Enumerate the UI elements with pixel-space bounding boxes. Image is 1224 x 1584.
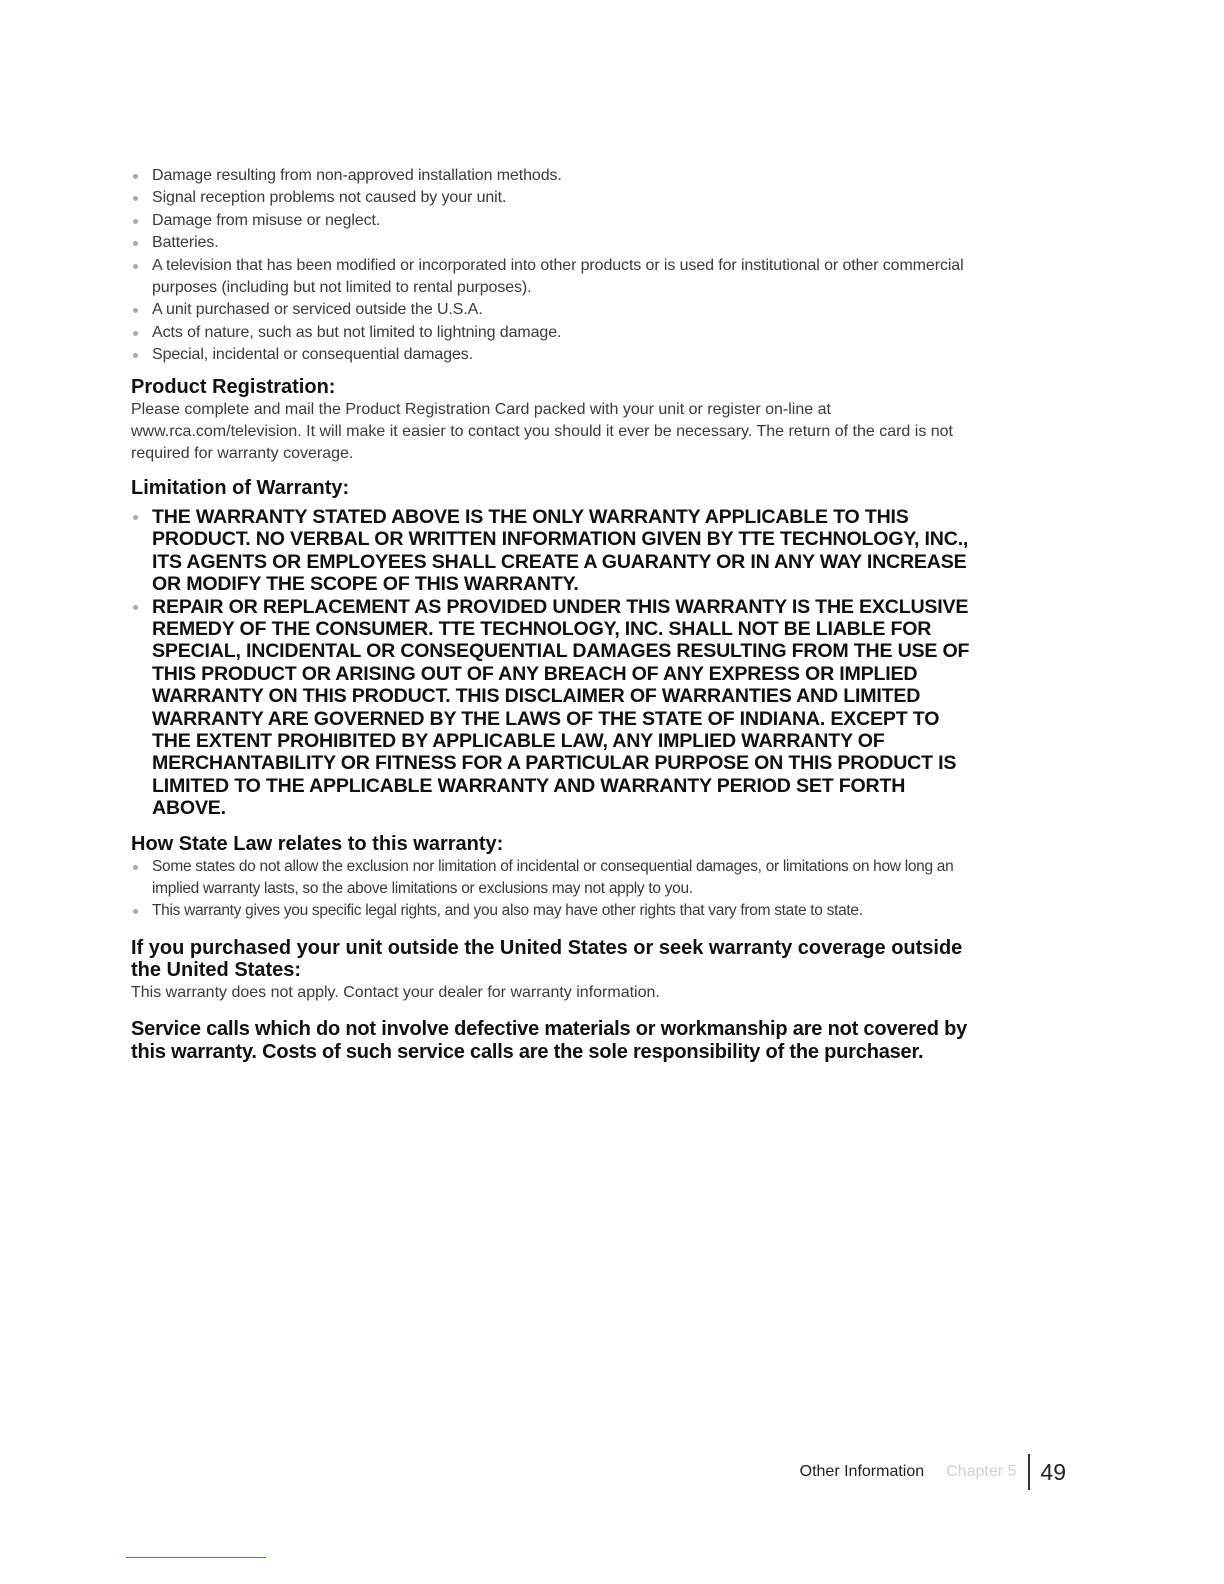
list-item: Special, incidental or consequential damages. [131,344,976,366]
list-item: Batteries. [131,232,976,254]
list-item: THE WARRANTY STATED ABOVE IS THE ONLY WARRANTY APPLICABLE TO THIS PRODUCT. NO VERBAL OR WRITTEN INFORMATION GIVEN BY TTE TECHNOLOGY, INC., ITS AGENTS OR EMPLOYEES SHALL CREATE A GUARANTY OR IN ANY WAY INCREASE OR MODIFY THE SCOPE OF THIS WARRANTY. [131,506,976,596]
list-item: Signal reception problems not caused by your unit. [131,187,976,209]
list-item: A television that has been modified or incorporated into other products or is used for institutional or other commercial purposes (including but not limited to rental purposes). [131,255,976,300]
page-number: 49 [1040,1458,1066,1485]
state-law-heading: How State Law relates to this warranty: [131,832,504,855]
limitation-list [131,506,976,820]
list-item: Acts of nature, such as but not limited to lightning damage. [131,322,976,344]
state-law-list [131,856,976,923]
footer-section-title: Other Information [799,1463,925,1480]
page-footer [800,1452,1066,1492]
footer-chapter-label: Chapter 5 [946,1463,1017,1480]
list-item: Damage from misuse or neglect. [131,210,976,232]
product-registration-heading: Product Registration: [131,375,336,398]
list-item: A unit purchased or serviced outside the U.S.A. [131,299,976,321]
list-item: Some states do not allow the exclusion nor limitation of incidental or consequential damages, or limitations on how long an implied warranty lasts, so the above limitations or exclusions may not apply to you. [131,856,976,901]
list-item: Damage resulting from non-approved installation methods. [131,165,976,187]
outside-us-text: This warranty does not apply. Contact your dealer for warranty information. [131,983,660,1001]
limitation-heading: Limitation of Warranty: [131,476,350,499]
outside-us-heading: If you purchased your unit outside the United States or seek warranty coverage outside the United States: [131,936,963,982]
footer-divider [1028,1454,1030,1490]
list-item: This warranty gives you specific legal rights, and you also may have other rights that vary from state to state. [131,900,976,922]
bottom-rule [126,1557,266,1558]
page-content [131,165,976,1063]
service-calls-notice: Service calls which do not involve defective materials or workmanship are not covered by this warranty. Costs of such service calls are the sole responsibility of the purchaser. [131,1018,968,1063]
list-item: REPAIR OR REPLACEMENT AS PROVIDED UNDER THIS WARRANTY IS THE EXCLUSIVE REMEDY OF THE CONSUMER. TTE TECHNOLOGY, INC. SHALL NOT BE LIABLE FOR SPECIAL, INCIDENTAL OR CONSEQUENTIAL DAMAGES RESULTING FROM THE USE OF THIS PRODUCT OR ARISING OUT OF ANY BREACH OF ANY EXPRESS OR IMPLIED WARRANTY ON THIS PRODUCT. THIS DISCLAIMER OF WARRANTIES AND LIMITED WARRANTY ARE GOVERNED BY THE LAWS OF THE STATE OF INDIANA. EXCEPT TO THE EXTENT PROHIBITED BY APPLICABLE LAW, ANY IMPLIED WARRANTY OF MERCHANTABILITY OR FITNESS FOR A PARTICULAR PURPOSE ON THIS PRODUCT IS LIMITED TO THE APPLICABLE WARRANTY AND WARRANTY PERIOD SET FORTH ABOVE. [131,596,976,820]
product-registration-text: Please complete and mail the Product Registration Card packed with your unit or register on-line at www.rca.com/television. It will make it easier to contact you should it ever be necessary. The return of the card is not required for warranty coverage. [131,400,953,463]
exclusions-list [131,165,976,367]
